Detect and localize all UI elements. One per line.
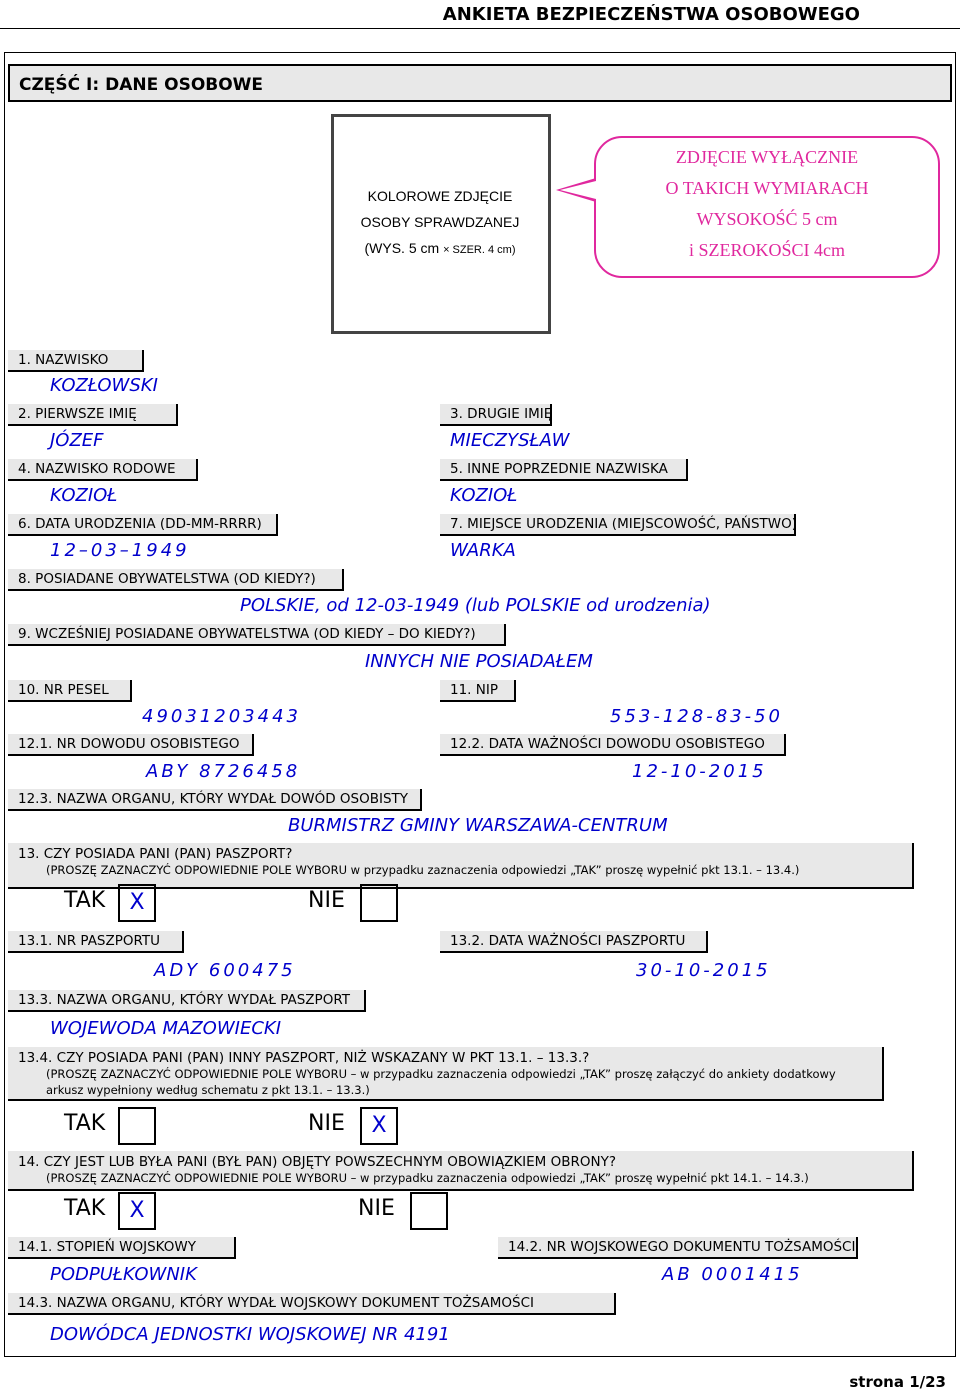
header-divider <box>0 28 960 29</box>
label-family-name: 4. NAZWISKO RODOWE <box>8 459 198 481</box>
value-family-name[interactable]: KOZIOŁ <box>50 485 118 506</box>
document-title: ANKIETA BEZPIECZEŃSTWA OSOBOWEGO <box>442 4 860 25</box>
value-id-expiry[interactable]: 12-10-2015 <box>632 761 767 782</box>
label-previous-citizenship: 9. WCZEŚNIEJ POSIADANE OBYWATELSTWA (OD KIEDY – DO KIEDY?) <box>8 624 506 646</box>
callout-line-3: WYSOKOŚĆ 5 cm <box>696 209 838 229</box>
callout-line-4: i SZEROKOŚCI 4cm <box>688 240 845 260</box>
callout-pointer-inner <box>560 181 596 199</box>
label-pesel: 10. NR PESEL <box>8 680 132 702</box>
value-pesel[interactable]: 49031203443 <box>142 706 301 727</box>
photo-line-3a: (WYS. 5 cm <box>364 240 444 256</box>
value-citizenship[interactable]: POLSKIE, od 12-03-1949 (lub POLSKIE od urodzenia) <box>240 595 711 616</box>
value-id-number[interactable]: ABY 8726458 <box>146 761 301 782</box>
label-previous-names: 5. INNE POPRZEDNIE NAZWISKA <box>440 459 688 481</box>
value-military-id-issuer[interactable]: DOWÓDCA JEDNOSTKI WOJSKOWEJ NR 4191 <box>50 1324 450 1345</box>
label-passport-question <box>8 843 914 889</box>
other-passport-hint-1: (PROSZĘ ZAZNACZYĆ ODPOWIEDNIE POLE WYBORU – w przypadku zaznaczenia odpowiedzi „TAK” proszę załączyć do ankiety dodatkowy <box>46 1067 836 1081</box>
label-surname: 1. NAZWISKO <box>8 350 144 372</box>
label-id-issuer: 12.3. NAZWA ORGANU, KTÓRY WYDAŁ DOWÓD OSOBISTY <box>8 789 422 811</box>
value-military-rank[interactable]: PODPUŁKOWNIK <box>50 1264 197 1285</box>
label-birth-date: 6. DATA URODZENIA (DD-MM-RRRR) <box>8 514 278 536</box>
defense-no-label: NIE <box>358 1196 395 1221</box>
defense-yes-checkbox[interactable]: X <box>118 1192 156 1230</box>
other-passport-yes-checkbox[interactable] <box>118 1107 156 1145</box>
photo-line-1: KOLOROWE ZDJĘCIE <box>367 188 513 204</box>
callout-text <box>596 142 938 266</box>
defense-no-checkbox[interactable] <box>410 1192 448 1230</box>
label-other-passport-question <box>8 1047 884 1101</box>
label-first-name: 2. PIERWSZE IMIĘ <box>8 404 178 426</box>
other-passport-no-checkbox[interactable]: X <box>360 1107 398 1145</box>
value-surname[interactable]: KOZŁOWSKI <box>50 375 158 396</box>
label-defense-question <box>8 1151 914 1191</box>
label-nip: 11. NIP <box>440 680 516 702</box>
value-birth-date[interactable]: 12–03–1949 <box>50 540 190 561</box>
passport-yes-checkbox[interactable]: X <box>118 884 156 922</box>
passport-no-label: NIE <box>308 888 345 913</box>
value-first-name[interactable]: JÓZEF <box>50 430 104 451</box>
other-passport-hint-2: arkusz wypełniony według schematu z pkt 13.1. – 13.3.) <box>46 1083 370 1097</box>
value-passport-number[interactable]: ADY 600475 <box>154 960 296 981</box>
defense-question-hint: (PROSZĘ ZAZNACZYĆ ODPOWIEDNIE POLE WYBORU – w przypadku zaznaczenia odpowiedzi „TAK” proszę wypełnić pkt 14.1. – 14.3.) <box>46 1171 809 1185</box>
other-passport-no-label: NIE <box>308 1111 345 1136</box>
value-military-id[interactable]: AB 0001415 <box>662 1264 803 1285</box>
photo-line-3 <box>345 235 535 263</box>
label-id-expiry: 12.2. DATA WAŻNOŚCI DOWODU OSOBISTEGO <box>440 734 786 756</box>
defense-question-text: 14. CZY JEST LUB BYŁA PANI (BYŁ PAN) OBJĘTY POWSZECHNYM OBOWIĄZKIEM OBRONY? <box>18 1154 617 1170</box>
label-military-rank: 14.1. STOPIEŃ WOJSKOWY <box>8 1237 236 1259</box>
label-military-id: 14.2. NR WOJSKOWEGO DOKUMENTU TOŻSAMOŚCI <box>498 1237 858 1259</box>
photo-instructions <box>345 183 535 263</box>
passport-question-text: 13. CZY POSIADA PANI (PAN) PASZPORT? <box>18 846 293 862</box>
other-passport-yes-label: TAK <box>64 1111 106 1136</box>
label-birth-place: 7. MIEJSCE URODZENIA (MIEJSCOWOŚĆ, PAŃSTWO) <box>440 514 796 536</box>
passport-no-checkbox[interactable] <box>360 884 398 922</box>
label-passport-issuer: 13.3. NAZWA ORGANU, KTÓRY WYDAŁ PASZPORT <box>8 990 366 1012</box>
callout-line-2: O TAKICH WYMIARACH <box>665 178 869 198</box>
value-second-name[interactable]: MIECZYSŁAW <box>450 430 570 451</box>
value-nip[interactable]: 553-128-83-50 <box>610 706 784 727</box>
value-birth-place[interactable]: WARKA <box>450 540 516 561</box>
section-title: CZĘŚĆ I: DANE OSOBOWE <box>8 64 952 102</box>
other-passport-question-text: 13.4. CZY POSIADA PANI (PAN) INNY PASZPORT, NIŻ WSKAZANY W PKT 13.1. – 13.3.? <box>18 1050 590 1066</box>
label-second-name: 3. DRUGIE IMIĘ <box>440 404 552 426</box>
photo-line-2: OSOBY SPRAWDZANEJ <box>360 214 520 230</box>
label-id-number: 12.1. NR DOWODU OSOBISTEGO <box>8 734 254 756</box>
page-number: strona 1/23 <box>849 1373 946 1391</box>
callout-line-1: ZDJĘCIE WYŁĄCZNIE <box>675 147 859 167</box>
value-previous-citizenship[interactable]: INNYCH NIE POSIADAŁEM <box>365 651 593 672</box>
photo-line-3b: × SZER. 4 cm) <box>443 244 516 256</box>
passport-question-hint: (PROSZĘ ZAZNACZYĆ ODPOWIEDNIE POLE WYBORU w przypadku zaznaczenia odpowiedzi „TAK” proszę wypełnić pkt 13.1. – 13.4.) <box>46 863 800 877</box>
defense-yes-label: TAK <box>64 1196 106 1221</box>
value-passport-issuer[interactable]: WOJEWODA MAZOWIECKI <box>50 1018 282 1039</box>
label-passport-expiry: 13.2. DATA WAŻNOŚCI PASZPORTU <box>440 931 708 953</box>
passport-yes-label: TAK <box>64 888 106 913</box>
label-passport-number: 13.1. NR PASZPORTU <box>8 931 184 953</box>
value-previous-names[interactable]: KOZIOŁ <box>450 485 518 506</box>
value-passport-expiry[interactable]: 30-10-2015 <box>636 960 771 981</box>
value-id-issuer[interactable]: BURMISTRZ GMINY WARSZAWA-CENTRUM <box>288 815 668 836</box>
label-citizenship: 8. POSIADANE OBYWATELSTWA (OD KIEDY?) <box>8 569 344 591</box>
label-military-id-issuer: 14.3. NAZWA ORGANU, KTÓRY WYDAŁ WOJSKOWY DOKUMENT TOŻSAMOŚCI <box>8 1293 616 1315</box>
